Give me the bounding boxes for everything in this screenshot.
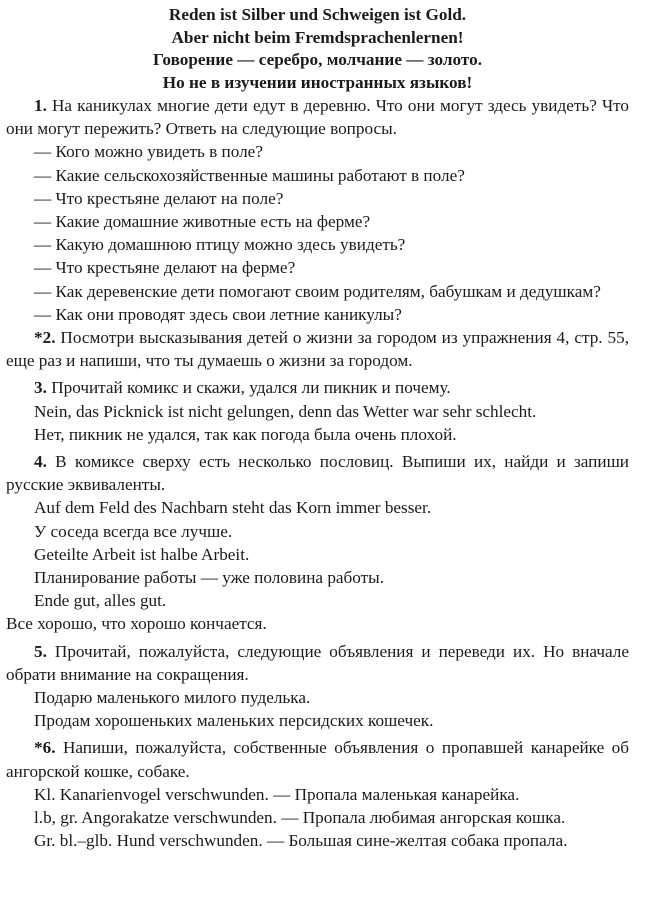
exercise-6-line: Gr. bl.–glb. Hund verschwunden. — Большая сине-желтая собака пропала. xyxy=(34,831,568,851)
exercise-1-question: — Кого можно увидеть в поле? xyxy=(34,142,263,162)
exercise-5-text: Прочитай, пожалуйста, следующие объявления и переведи их. Но вначале обрати внимание на сокращения. xyxy=(6,641,629,684)
exercise-4-line: Ende gut, alles gut. xyxy=(34,591,167,611)
page-header xyxy=(6,4,629,94)
exercise-6-line: Kl. Kanarienvogel verschwunden. — Пропала маленькая канарейка. xyxy=(34,784,520,804)
exercise-3-german-answer: Nein, das Picknick ist nicht gelungen, denn das Wetter war sehr schlecht. xyxy=(34,401,537,421)
exercise-5-line: Подарю маленького милого пуделька. xyxy=(34,688,311,708)
exercise-1-question: — Как деревенские дети помогают своим родителям, бабушкам и дедушкам? xyxy=(34,281,601,301)
exercise-2-number: *2. xyxy=(34,328,56,348)
exercise-3-number: 3. xyxy=(34,378,47,398)
exercise-1-question: — Что крестьяне делают на поле? xyxy=(34,188,284,208)
exercise-1-question: — Как они проводят здесь свои летние каникулы? xyxy=(34,304,402,324)
exercise-6-text: Напиши, пожалуйста, собственные объявления о пропавшей канарейке об ангорской кошке, собаке. xyxy=(6,738,629,781)
exercise-1-text: На каникулах многие дети едут в деревню. Что они могут здесь увидеть? Что они могут пережить? Ответь на следующие вопросы. xyxy=(6,96,629,139)
exercise-2-text: Посмотри высказывания детей о жизни за городом из упражнения 4, стр. 55, еще раз и напиши, что ты думаешь о жизни за городом. xyxy=(6,328,630,371)
exercise-4-line: Auf dem Feld des Nachbarn steht das Korn immer besser. xyxy=(34,498,432,518)
exercise-1-question: — Какую домашнюю птицу можно здесь увидеть? xyxy=(34,235,406,255)
exercise-4-line: Geteilte Arbeit ist halbe Arbeit. xyxy=(34,544,250,564)
exercise-5-prompt xyxy=(6,640,629,686)
header-german-proverb: Reden ist Silber und Schweigen ist Gold. xyxy=(168,5,467,24)
exercise-4-last-line: Все хорошо, что хорошо кончается. xyxy=(6,614,267,634)
exercise-6-line: l.b, gr. Angorakatze verschwunden. — Пропала любимая ангорская кошка. xyxy=(34,808,566,828)
exercise-4-prompt xyxy=(6,450,629,496)
exercise-3-prompt xyxy=(6,376,629,399)
exercise-1-number: 1. xyxy=(34,96,47,115)
header-german-addendum: Aber nicht beim Fremdsprachenlernen! xyxy=(171,27,464,47)
exercise-1-question: — Какие сельскохозяйственные машины работают в поле? xyxy=(34,165,465,185)
exercise-1-prompt xyxy=(6,94,629,140)
exercise-4-line: Планирование работы — уже половина работы. xyxy=(34,568,385,588)
exercise-1-question: — Что крестьяне делают на ферме? xyxy=(34,258,296,278)
exercise-3-text: Прочитай комикс и скажи, удался ли пикник и почему. xyxy=(51,378,451,398)
exercise-4-text: В комиксе сверху есть несколько пословиц. Выпиши их, найди и запиши русские эквиваленты. xyxy=(6,452,630,495)
exercise-6-number: *6. xyxy=(34,738,56,758)
exercise-4-number: 4. xyxy=(34,452,47,472)
exercise-3-russian-answer: Нет, пикник не удался, так как погода была очень плохой. xyxy=(34,424,457,444)
exercise-5-number: 5. xyxy=(34,641,47,661)
exercise-4-line: У соседа всегда все лучше. xyxy=(34,521,233,541)
exercise-2-prompt xyxy=(6,326,629,372)
exercise-6-prompt xyxy=(6,736,629,782)
exercise-5-line: Продам хорошеньких маленьких персидских кошечек. xyxy=(34,711,434,731)
header-russian-proverb: Говорение — серебро, молчание — золото. xyxy=(152,50,483,69)
header-russian-addendum: Но не в изучении иностранных языков! xyxy=(162,72,473,92)
exercise-1-question: — Какие домашние животные есть на ферме? xyxy=(34,212,371,232)
